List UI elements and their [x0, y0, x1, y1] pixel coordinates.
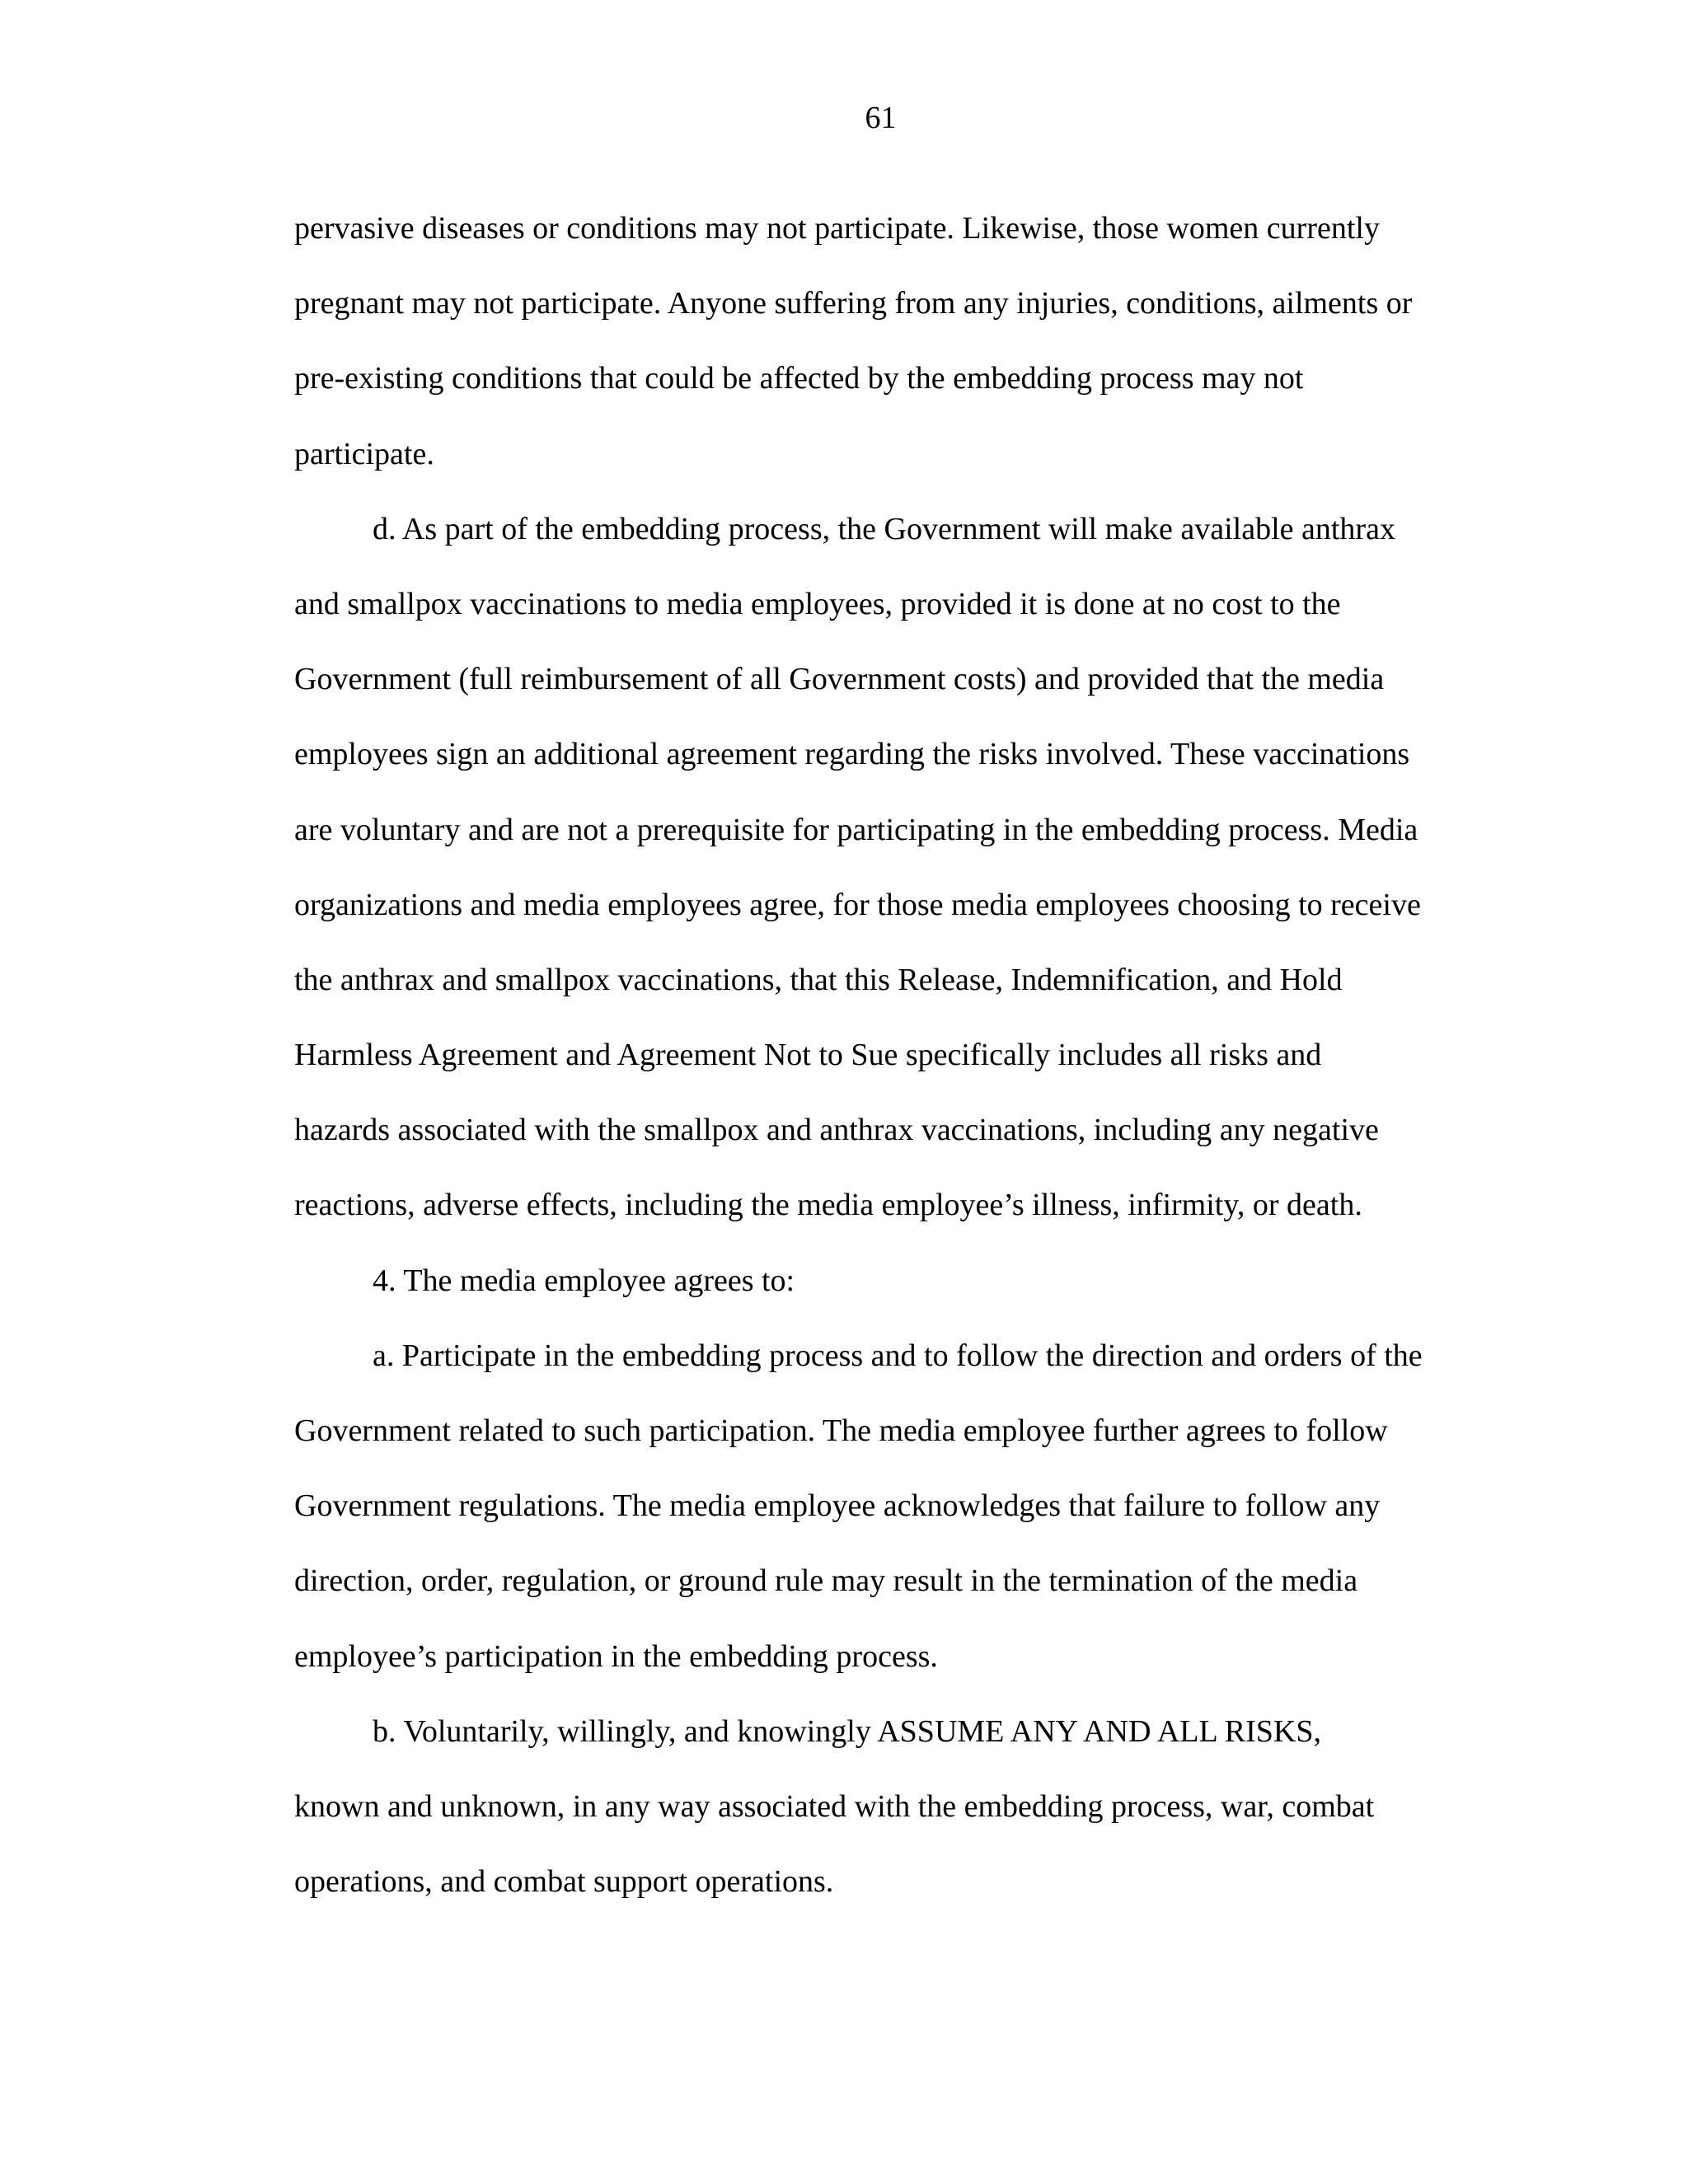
text-line: a. Participate in the embedding process and to follow the direction and orders of the — [373, 1338, 1423, 1373]
text-line: reactions, adverse effects, including the media employee’s illness, infirmity, or death. — [294, 1188, 1362, 1223]
text-line: participate. — [294, 436, 434, 471]
text-line: known and unknown, in any way associated with the embedding process, war, combat — [294, 1788, 1375, 1824]
text-line: direction, order, regulation, or ground rule may result in the termination of the media — [294, 1563, 1358, 1599]
text-line: operations, and combat support operations. — [294, 1864, 834, 1900]
text-line: d. As part of the embedding process, the Government will make available anthrax — [373, 511, 1395, 546]
text-line: the anthrax and smallpox vaccinations, that this Release, Indemnification, and Hold — [294, 962, 1343, 997]
text-line: employee’s participation in the embedding process. — [294, 1638, 938, 1674]
text-line: and smallpox vaccinations to media employees, provided it is done at no cost to the — [294, 586, 1341, 621]
text-line: Government regulations. The media employee acknowledges that failure to follow any — [294, 1488, 1381, 1524]
text-line: pre-existing conditions that could be affected by the embedding process may not — [294, 361, 1304, 396]
text-line: Government related to such participation. The media employee further agrees to follow — [294, 1413, 1388, 1448]
text-line: Harmless Agreement and Agreement Not to Sue specifically includes all risks and — [294, 1038, 1322, 1073]
page-number: 61 — [865, 101, 897, 135]
text-line: organizations and media employees agree, for those media employees choosing to receive — [294, 887, 1421, 922]
text-line: Government (full reimbursement of all Government costs) and provided that the media — [294, 662, 1385, 697]
text-line: hazards associated with the smallpox and anthrax vaccinations, including any negative — [294, 1113, 1379, 1148]
text-line: b. Voluntarily, willingly, and knowingly ASSUME ANY AND ALL RISKS, — [373, 1713, 1322, 1749]
document-body — [294, 191, 1477, 1919]
text-line: 4. The media employee agrees to: — [373, 1263, 795, 1298]
text-line: are voluntary and are not a prerequisite for participating in the embedding process. Media — [294, 812, 1418, 847]
text-line: pervasive diseases or conditions may not participate. Likewise, those women currently — [294, 211, 1380, 246]
text-line: employees sign an additional agreement regarding the risks involved. These vaccinations — [294, 737, 1410, 772]
text-line: pregnant may not participate. Anyone suffering from any injuries, conditions, ailments or — [294, 286, 1413, 321]
